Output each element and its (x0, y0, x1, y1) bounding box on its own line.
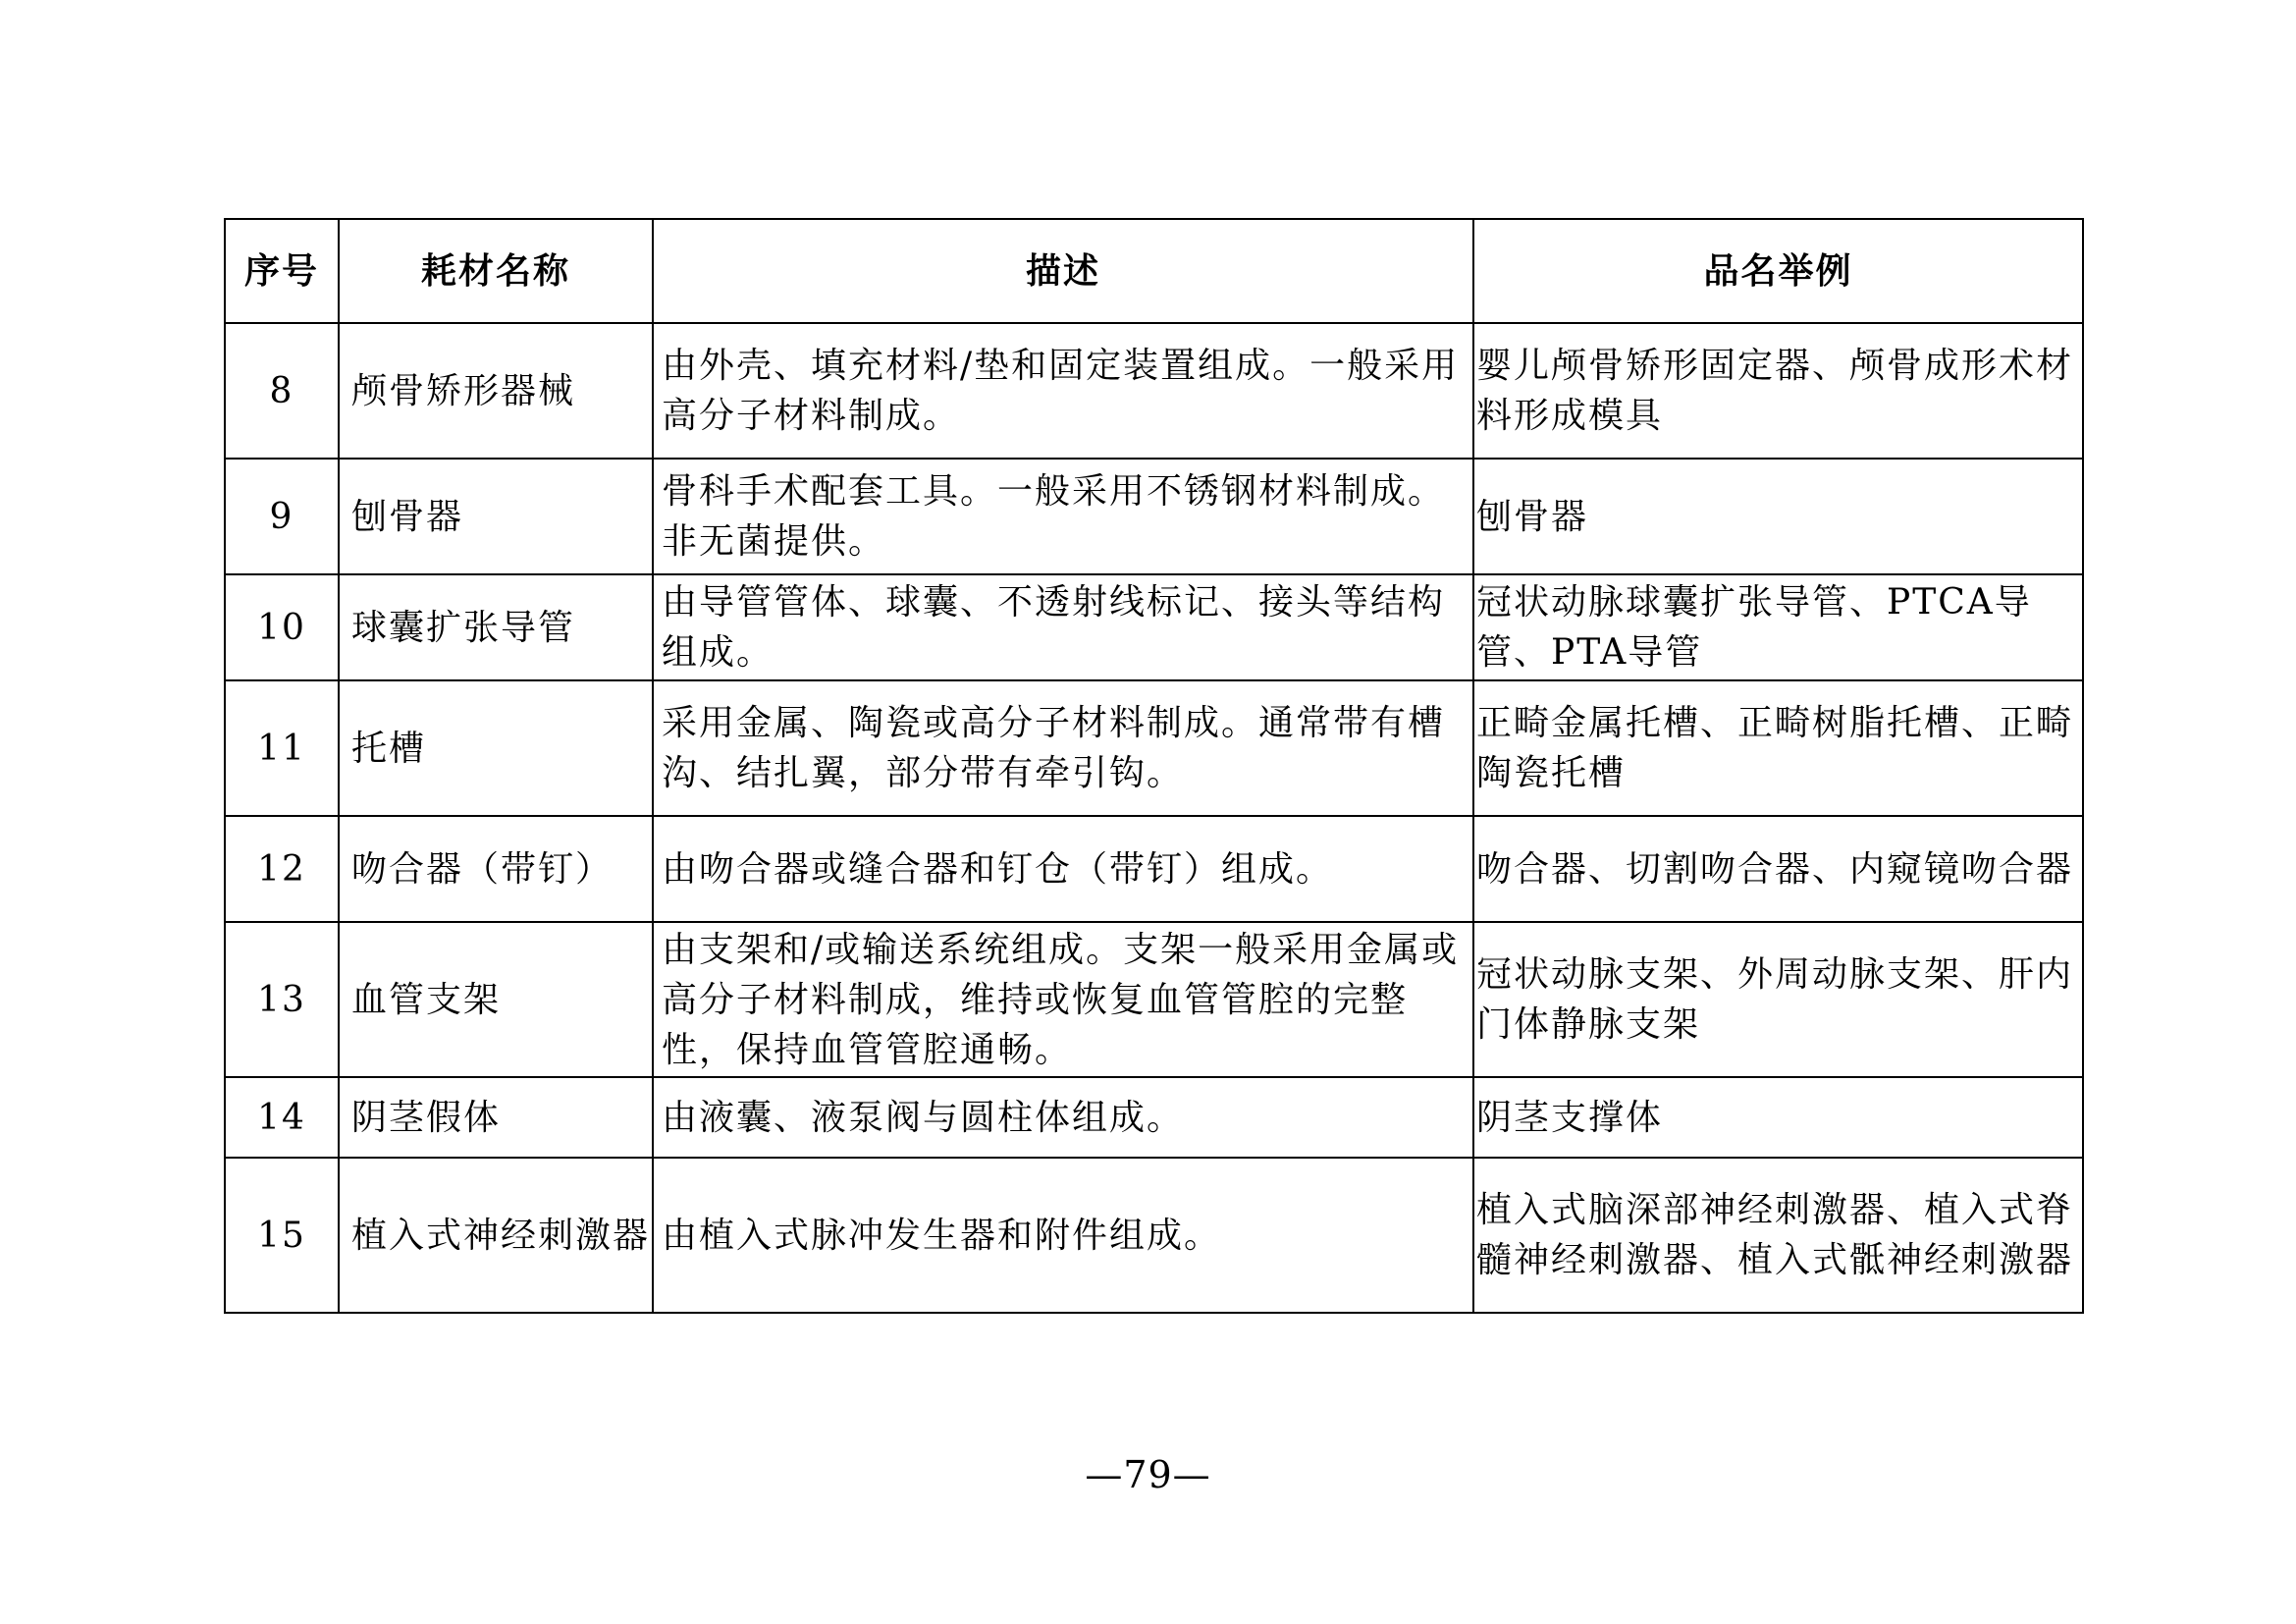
table-row (225, 323, 2083, 459)
row-name: 植入式神经刺激器 (339, 1158, 653, 1313)
row-name: 吻合器（带钉） (339, 816, 653, 922)
row-no: 11 (225, 680, 339, 816)
row-desc: 由支架和/或输送系统组成。支架一般采用金属或高分子材料制成，维持或恢复血管管腔的完整性，保持血管管腔通畅。 (653, 922, 1473, 1077)
table-row (225, 1158, 2083, 1313)
table-row (225, 459, 2083, 574)
row-no: 15 (225, 1158, 339, 1313)
row-no: 12 (225, 816, 339, 922)
row-name: 血管支架 (339, 922, 653, 1077)
row-desc: 骨科手术配套工具。一般采用不锈钢材料制成。非无菌提供。 (653, 459, 1473, 574)
row-desc: 采用金属、陶瓷或高分子材料制成。通常带有槽沟、结扎翼，部分带有牵引钩。 (653, 680, 1473, 816)
header-examples: 品名举例 (1473, 219, 2083, 323)
row-examples: 正畸金属托槽、正畸树脂托槽、正畸陶瓷托槽 (1473, 680, 2083, 816)
row-name: 托槽 (339, 680, 653, 816)
header-name: 耗材名称 (339, 219, 653, 323)
row-examples: 婴儿颅骨矫形固定器、颅骨成形术材料形成模具 (1473, 323, 2083, 459)
header-no: 序号 (225, 219, 339, 323)
row-name: 球囊扩张导管 (339, 574, 653, 680)
row-examples: 冠状动脉球囊扩张导管、PTCA导管、PTA导管 (1473, 574, 2083, 680)
table-row (225, 680, 2083, 816)
table-row (225, 1077, 2083, 1158)
row-no: 8 (225, 323, 339, 459)
row-examples: 吻合器、切割吻合器、内窥镜吻合器 (1473, 816, 2083, 922)
row-desc: 由植入式脉冲发生器和附件组成。 (653, 1158, 1473, 1313)
header-desc: 描述 (653, 219, 1473, 323)
row-name: 颅骨矫形器械 (339, 323, 653, 459)
row-name: 刨骨器 (339, 459, 653, 574)
row-no: 9 (225, 459, 339, 574)
table-header-row (225, 219, 2083, 323)
row-desc: 由液囊、液泵阀与圆柱体组成。 (653, 1077, 1473, 1158)
row-desc: 由导管管体、球囊、不透射线标记、接头等结构组成。 (653, 574, 1473, 680)
row-no: 13 (225, 922, 339, 1077)
row-desc: 由吻合器或缝合器和钉仓（带钉）组成。 (653, 816, 1473, 922)
table-row (225, 922, 2083, 1077)
table-row (225, 816, 2083, 922)
row-desc: 由外壳、填充材料/垫和固定装置组成。一般采用高分子材料制成。 (653, 323, 1473, 459)
row-examples: 刨骨器 (1473, 459, 2083, 574)
row-name: 阴茎假体 (339, 1077, 653, 1158)
row-no: 10 (225, 574, 339, 680)
row-examples: 冠状动脉支架、外周动脉支架、肝内门体静脉支架 (1473, 922, 2083, 1077)
row-no: 14 (225, 1077, 339, 1158)
table-row (225, 574, 2083, 680)
consumables-table (224, 218, 2084, 1314)
row-examples: 植入式脑深部神经刺激器、植入式脊髓神经刺激器、植入式骶神经刺激器 (1473, 1158, 2083, 1313)
row-examples: 阴茎支撑体 (1473, 1077, 2083, 1158)
page-number: —79— (1085, 1453, 1211, 1496)
